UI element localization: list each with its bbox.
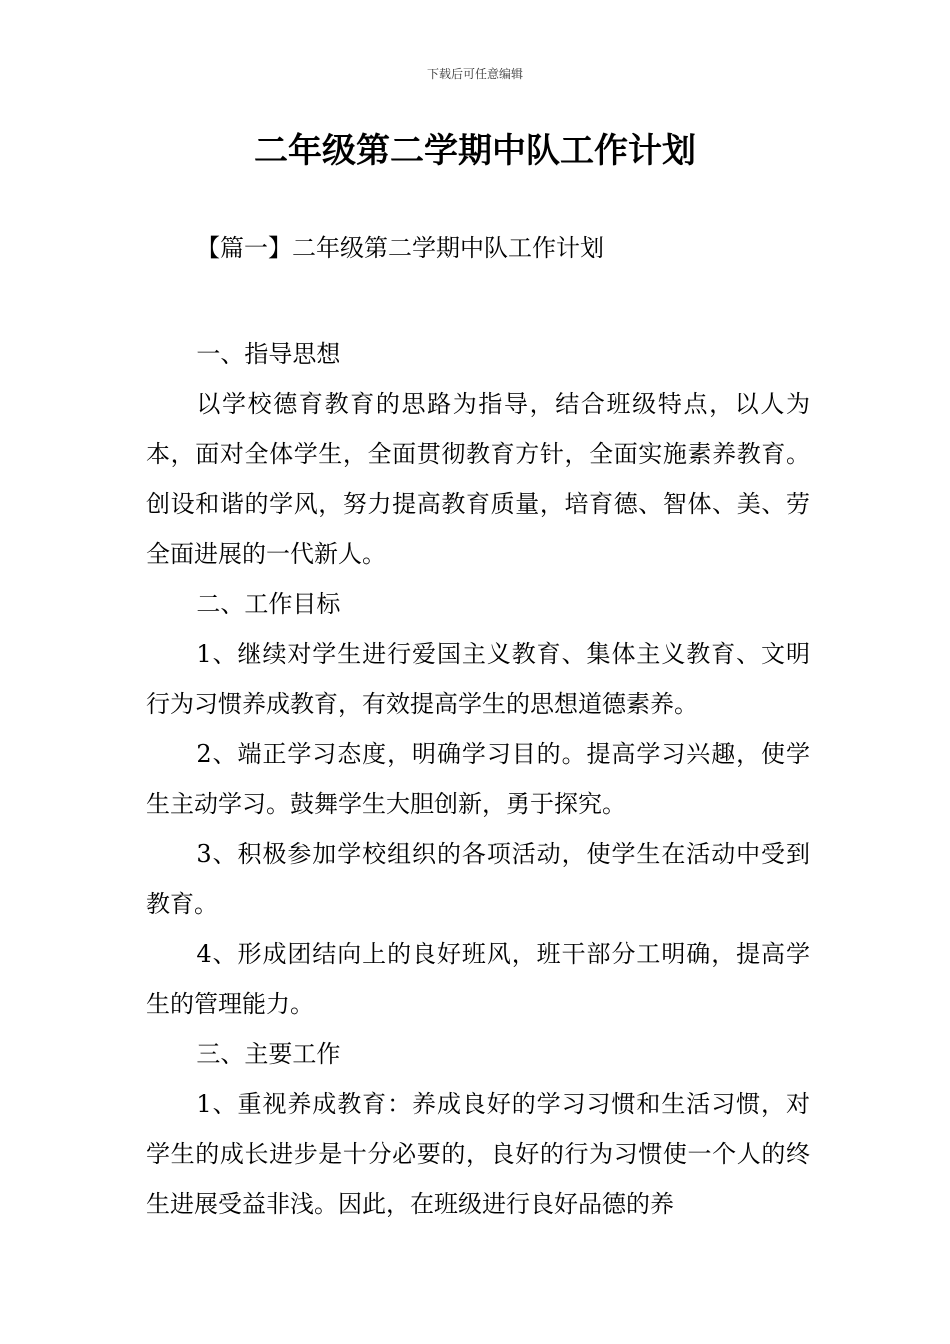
paragraph-guiding-ideology: 以学校德育教育的思路为指导，结合班级特点，以人为本，面对全体学生，全面贯彻教育方针，全面实施素养教育。创设和谐的学风，努力提高教育质量，培育德、智体、美、劳全面进展的一代新人。 (146, 390, 810, 568)
goal-item-4: 4、形成团结向上的良好班风，班干部分工明确，提高学生的管理能力。 (146, 940, 810, 1018)
goal-item-3: 3、积极参加学校组织的各项活动，使学生在活动中受到教育。 (146, 840, 810, 918)
heading-main-work: 三、主要工作 (196, 1040, 341, 1068)
document-title: 二年级第二学期中队工作计划 (254, 131, 696, 171)
goal-item-1: 1、继续对学生进行爱国主义教育、集体主义教育、文明行为习惯养成教育，有效提高学生的思想道德素养。 (146, 640, 810, 718)
heading-guiding-ideology: 一、指导思想 (196, 340, 341, 368)
heading-work-goals: 二、工作目标 (196, 590, 341, 618)
document-body (146, 329, 810, 1229)
goal-item-2: 2、端正学习态度，明确学习目的。提高学习兴趣，使学生主动学习。鼓舞学生大胆创新，勇于探究。 (146, 740, 810, 818)
section-subtitle: 【篇一】二年级第二学期中队工作计划 (196, 234, 604, 262)
main-work-item-1: 1、重视养成教育：养成良好的学习习惯和生活习惯，对学生的成长进步是十分必要的，良好的行为习惯使一个人的终生进展受益非浅。因此，在班级进行良好品德的养 (146, 1090, 810, 1218)
header-note: 下载后可任意编辑 (426, 67, 523, 81)
